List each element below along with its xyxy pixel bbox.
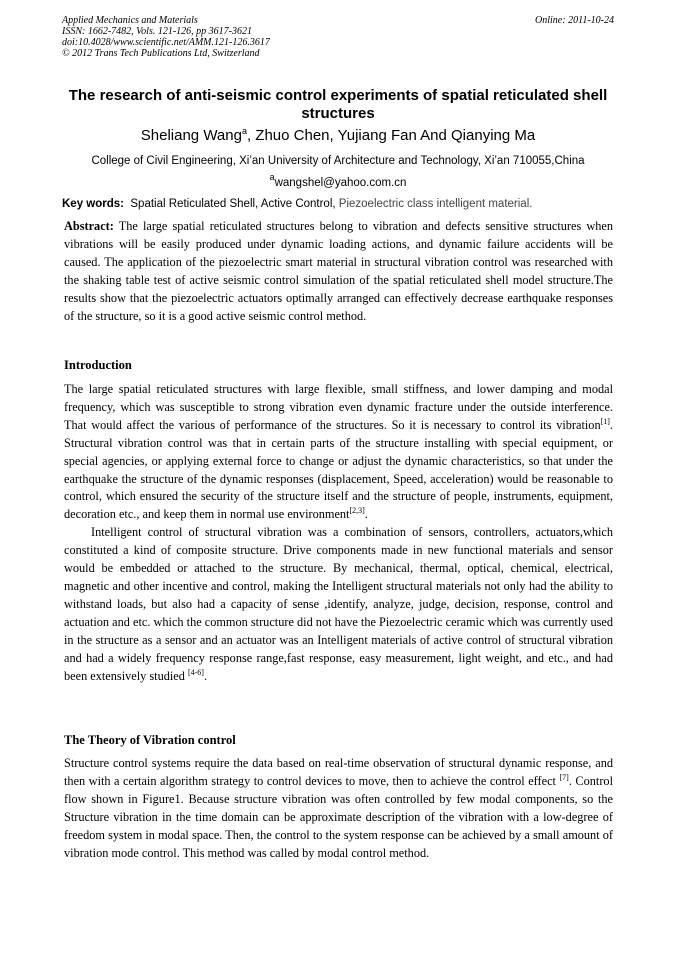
citation-1: [1] xyxy=(600,416,610,426)
doi-line: doi:10.4028/www.scientific.net/AMM.121-126.3617 xyxy=(62,37,270,48)
theory-text-b: . Control flow shown in Figure1. Because structure vibration was often controlled by few modal components, so the Structure vibration in the time domain can be approximate description of the vibration with a low-degree of freedom system in modal space. Then, the control to the system response can be achieved by a small amount of vibration mode control. This method was called by modal control method. xyxy=(64,773,613,860)
theory-body xyxy=(64,755,613,862)
intro-p1-text-c: . xyxy=(364,507,368,522)
email-mark: a xyxy=(269,172,275,182)
issn-line: ISSN: 1662-7482, Vols. 121-126, pp 3617-3621 xyxy=(62,26,252,37)
keywords xyxy=(62,197,622,211)
theory-paragraph xyxy=(64,755,613,862)
author-affiliation-mark: a xyxy=(241,126,247,136)
author-list xyxy=(62,127,614,145)
intro-paragraph-2 xyxy=(64,524,613,685)
intro-paragraph-1 xyxy=(64,381,613,524)
intro-p2-text-b: . xyxy=(203,668,208,683)
keywords-tail: Piezoelectric class intelligent material. xyxy=(335,198,533,210)
abstract-text: The large spatial reticulated structures belong to vibration and defects sensitive structures when vibrations will be easily produced under dynamic loading actions, and dynamic failure accidents will be caused. The application of the piezoelectric smart material in structural vibration control was researched with the shaking table test of active seismic control simulation of the spatial reticulated shell model structure.The results show that the piezoelectric actuators optimally arranged can effectively decrease earthquake responses of the structure, so it is a good active seismic control method. xyxy=(64,219,613,323)
keywords-label: Key words: xyxy=(62,198,124,210)
introduction-heading: Introduction xyxy=(64,358,132,372)
other-authors: , Zhuo Chen, Yujiang Fan And Qianying Ma xyxy=(246,127,536,144)
contact-email xyxy=(62,172,614,190)
theory-text-a: Structure control systems require the data based on real-time observation of structural dynamic response, and then with a certain algorithm strategy to control devices to move, then to achieve the control effect xyxy=(64,756,613,788)
abstract-label: Abstract: xyxy=(64,219,114,233)
journal-header xyxy=(62,15,614,59)
introduction-body xyxy=(64,381,613,685)
email-address[interactable]: wangshel@yahoo.com.cn xyxy=(274,177,407,189)
citation-7: [7] xyxy=(559,772,569,782)
online-date: Online: 2011-10-24 xyxy=(535,15,614,26)
journal-name: Applied Mechanics and Materials xyxy=(62,15,198,26)
citation-2-3: [2,3] xyxy=(349,506,365,516)
affiliation: College of Civil Engineering, Xi’an University of Architecture and Technology, Xi’an 710055,China xyxy=(91,155,585,167)
copyright-line: © 2012 Trans Tech Publications Ltd, Switzerland xyxy=(62,48,260,59)
citation-4-6: [4-6] xyxy=(187,667,204,677)
keywords-text: Spatial Reticulated Shell, Active Control, xyxy=(130,198,336,210)
first-author: Sheliang Wang xyxy=(140,127,242,144)
abstract xyxy=(64,218,613,325)
intro-p1-text-b: . Structural vibration control was that in certain parts of the structure installing with special equipment, or special agencies, or applying external force to change or adjust the dynamic characteristics, so that under the earthquake the structure of the dynamic responses (displacement, Speed, acceleration) would be reasonable to control, which ensured the security of the structure itself and the structure of people, instruments, equipment, decoration etc., and keep them in normal use environment xyxy=(64,417,613,522)
intro-p1-text-a: The large spatial reticulated structures with large flexible, small stiffness, and lower damping and modal frequency, which was susceptible to strong vibration even dynamic fracture under the outside interference. That would affect the various of performance of the structures. So it is necessary to control its vibration xyxy=(64,382,613,432)
intro-p2-text-a: Intelligent control of structural vibration was a combination of sensors, controllers, actuators,which constituted a kind of composite structure. Drive components made in new functional materials and sensor would be embedded or attached to the structure. By mechanical, thermal, optical, chemical, electrical, magnetic and other incentive and control, making the Intelligent structural materials not only had the ability to withstand loads, but also had a capacity of sense ,identify, analyze, judge, decision, response, control and actuation and etc. which the common structure did not have the Piezoelectric ceramic which was currently used in the structure as a sensor and an actuator was an Intelligent materials of active control of structural vibration and had a widely frequency response range,fast response, easy measurement, light weight, and etc., and had been extensively studied xyxy=(64,525,613,683)
paper-title: The research of anti-seismic control experiments of spatial reticulated shell structures xyxy=(68,87,608,122)
theory-heading: The Theory of Vibration control xyxy=(64,733,236,747)
